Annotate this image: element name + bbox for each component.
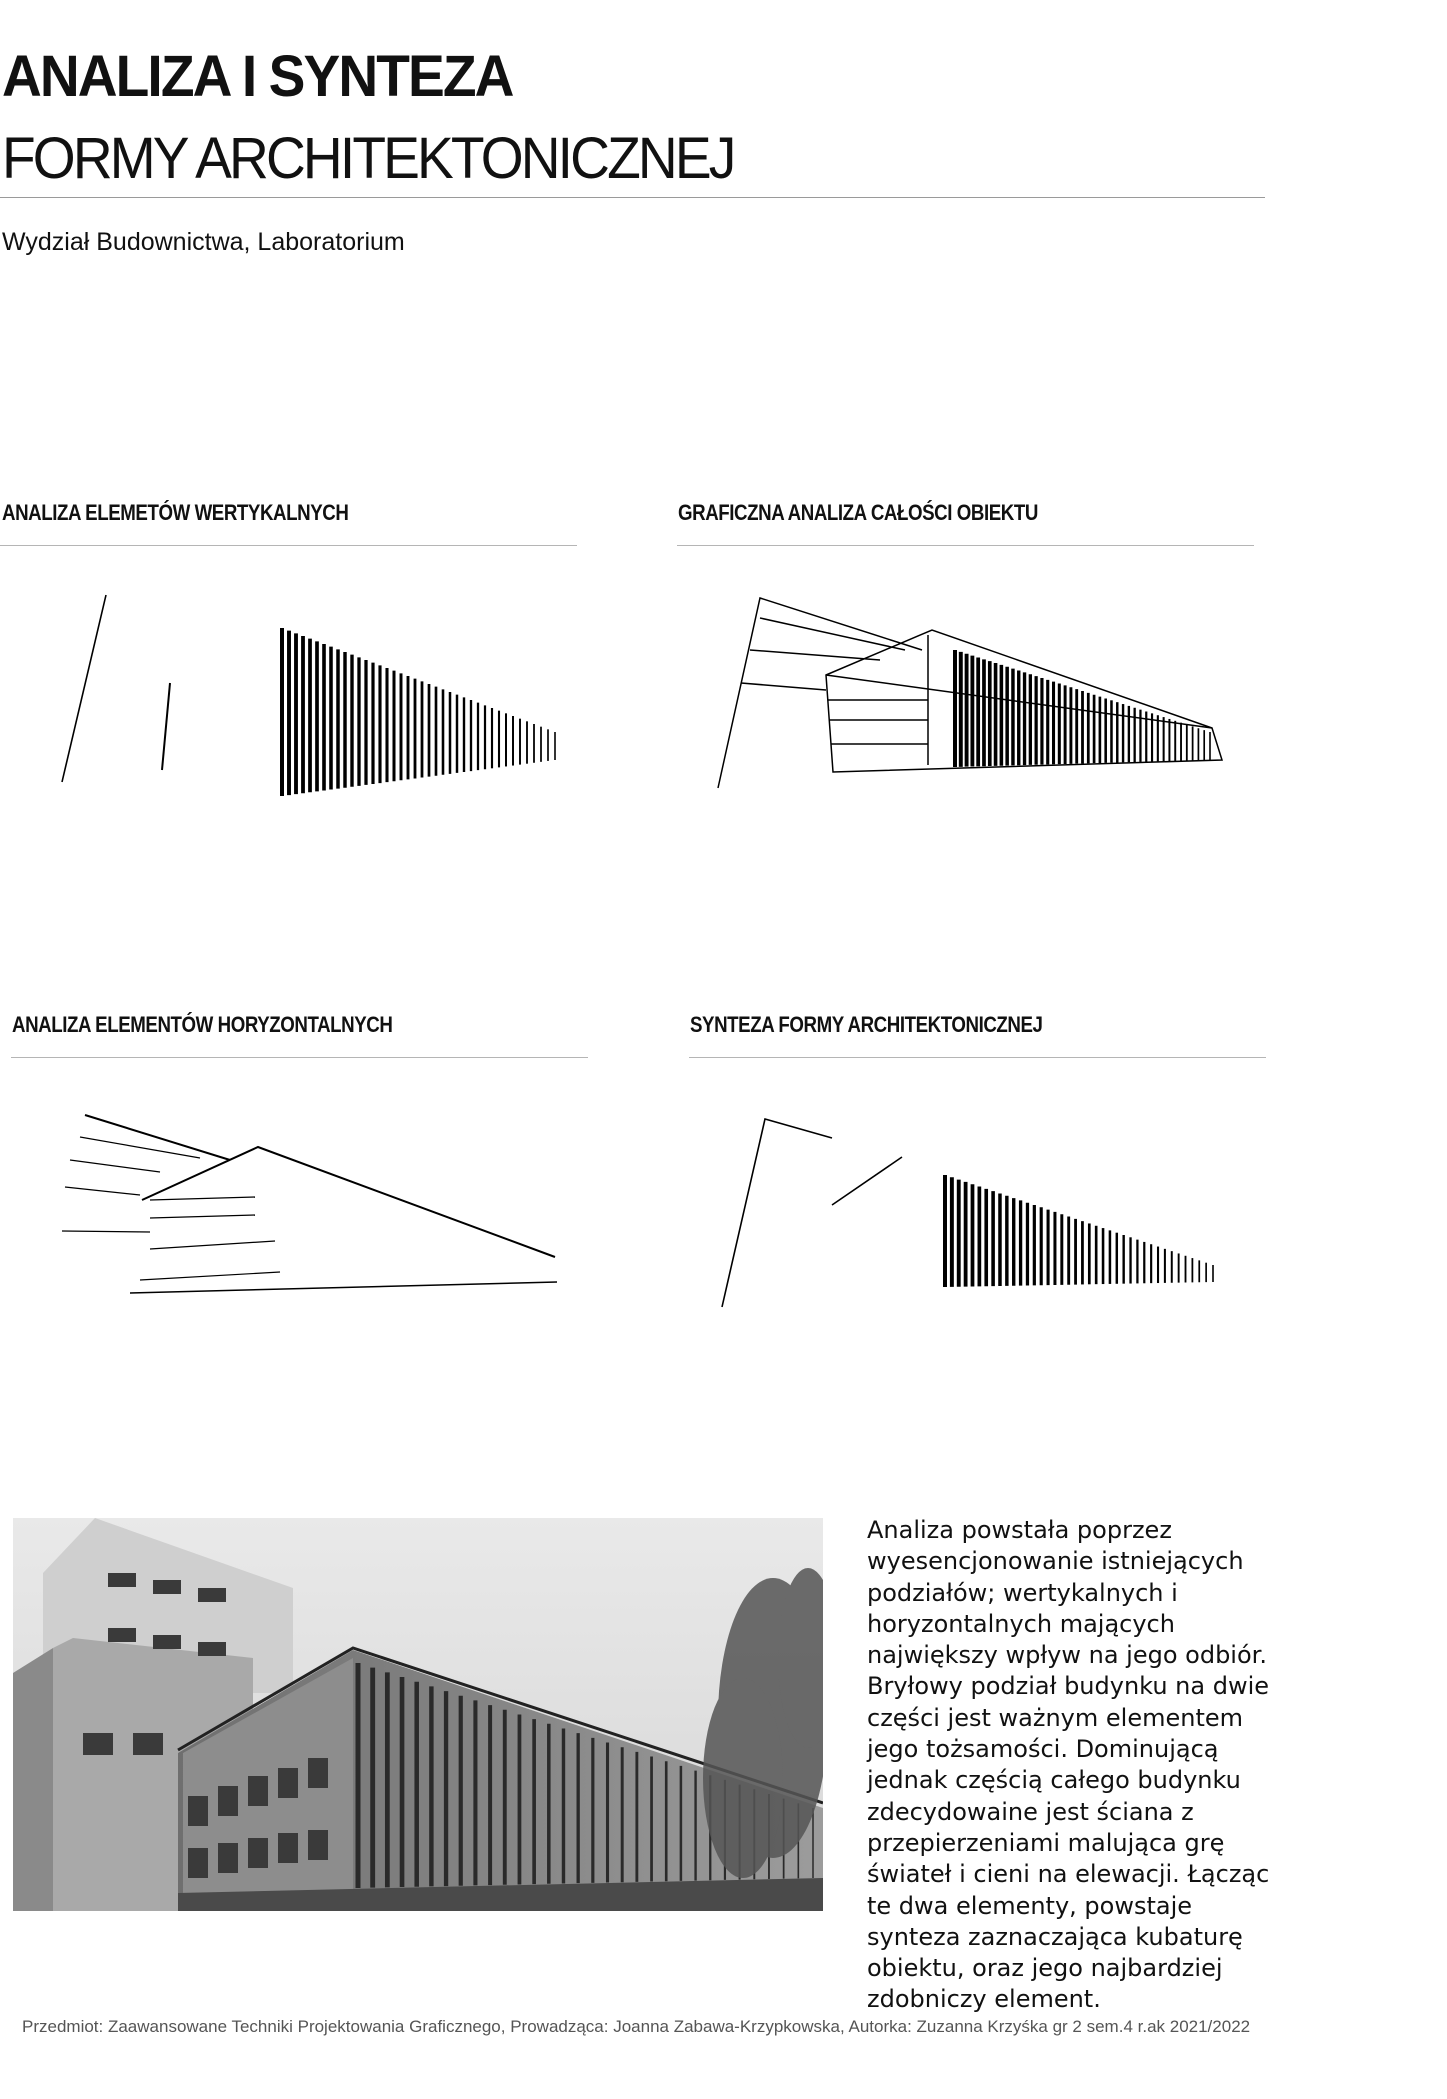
section-divider-whole — [677, 545, 1254, 546]
section-divider-vertical — [0, 545, 577, 546]
section-title-horizontal: ANALIZA ELEMENTÓW HORYZONTALNYCH — [12, 1012, 393, 1037]
section-title-synthesis: SYNTEZA FORMY ARCHITEKTONICZNEJ — [690, 1012, 1043, 1037]
section-title-whole: GRAFICZNA ANALIZA CAŁOŚCI OBIEKTU — [678, 500, 1038, 525]
subtitle: Wydział Budownictwa, Laboratorium — [2, 228, 405, 256]
synthesis-drawing — [700, 1105, 1260, 1320]
whole-object-analysis-drawing — [700, 590, 1260, 810]
footer-credits: Przedmiot: Zaawansowane Techniki Projektowania Graficznego, Prowadząca: Joanna Zabawa-Krzypkowska, Autorka: Zuzanna Krzyśka gr 2 sem.4 r.ak 2021/2022 — [22, 2017, 1251, 2036]
vertical-analysis-drawing — [0, 590, 600, 810]
page-title: ANALIZA I SYNTEZA — [2, 44, 513, 109]
horizontal-analysis-drawing — [50, 1105, 570, 1305]
section-divider-synthesis — [689, 1057, 1266, 1058]
title-divider — [0, 197, 1265, 198]
section-divider-horizontal — [11, 1057, 588, 1058]
building-photo — [13, 1518, 823, 1911]
description-text: Analiza powstała poprzez wyesencjonowanie istniejących podziałów; wertykalnych i horyzontalnych mających największy wpływ na jego odbiór. Bryłowy podział budynku na dwie części jest ważnym elementem jego tożsamości. Dominującą jednak częścią całego budynku zdecydowaine jest ściana z przepierzeniami malująca grę świateł i cieni na elewacji. Łącząc te dwa elementy, powstaje synteza zaznaczająca kubaturę obiektu, oraz jego najbardziej zdobniczy element. — [867, 1516, 1270, 2014]
page-title-line-2: FORMY ARCHITEKTONICZNEJ — [2, 126, 734, 191]
section-title-vertical: ANALIZA ELEMETÓW WERTYKALNYCH — [2, 500, 349, 525]
